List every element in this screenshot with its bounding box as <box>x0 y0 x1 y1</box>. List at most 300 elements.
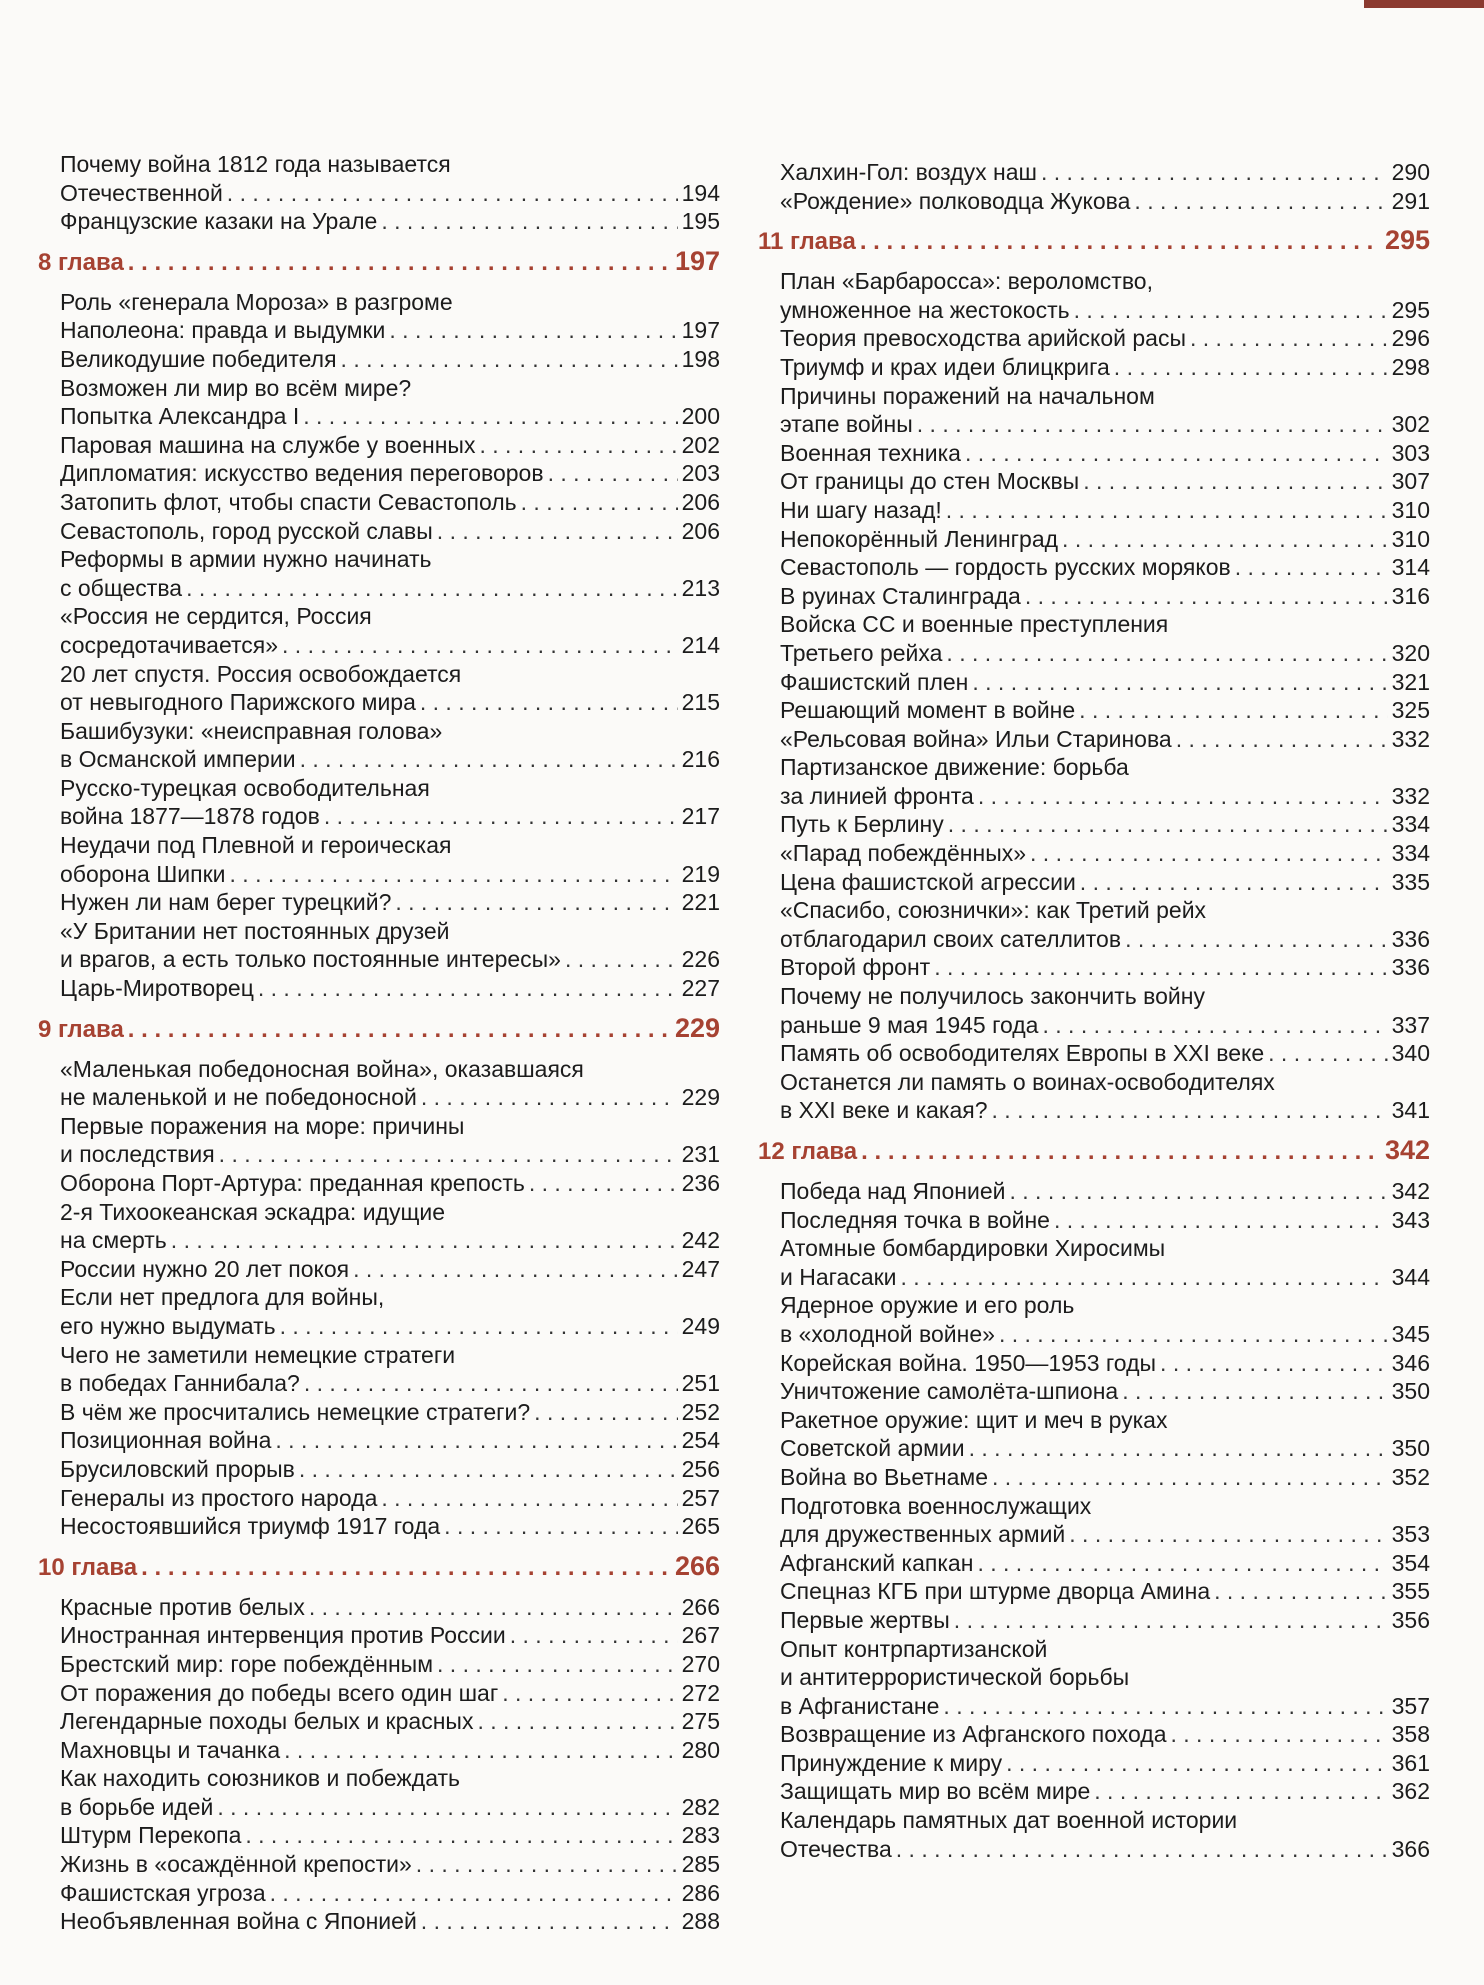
toc-entry-line <box>780 296 1430 325</box>
toc-entry <box>780 1720 1430 1749</box>
entry-title-text: Нужен ли нам берег турецкий? <box>60 889 392 916</box>
entry-title-text: Генералы из простого народа <box>60 1484 378 1511</box>
toc-entry-line <box>780 1663 1430 1692</box>
toc-entry <box>780 896 1430 953</box>
dot-leader <box>258 974 678 1003</box>
toc-entry-line <box>780 1011 1430 1040</box>
entry-page-number: 217 <box>681 803 720 830</box>
entry-title-text: Красные против белых <box>60 1593 305 1620</box>
toc-entry-line <box>60 1226 720 1255</box>
dot-leader <box>901 1263 1388 1292</box>
dot-leader <box>284 1736 677 1765</box>
entry-page-number: 356 <box>1391 1606 1430 1633</box>
entry-title-text: Почему не получилось закончить войну <box>780 983 1205 1010</box>
toc-entry-line <box>780 668 1430 697</box>
toc-entry-line <box>60 1736 720 1765</box>
entry-title-text: План «Барбаросса»: вероломство, <box>780 268 1153 295</box>
entry-title-text: От поражения до победы всего один шаг <box>60 1679 499 1706</box>
toc-entry-line <box>780 1806 1430 1835</box>
dot-leader <box>280 1312 678 1341</box>
entry-title-text: Подготовка военнослужащих <box>780 1492 1092 1519</box>
chapter-label: 10 глава <box>38 1553 138 1581</box>
entry-page-number: 307 <box>1391 468 1430 495</box>
entry-page-number: 353 <box>1391 1521 1430 1548</box>
entry-page-number: 332 <box>1391 782 1430 809</box>
toc-entry-line <box>60 179 720 208</box>
toc-entry-line <box>60 831 720 860</box>
toc-entry-line <box>780 439 1430 468</box>
entry-page-number: 366 <box>1391 1835 1430 1862</box>
dot-leader <box>1009 1177 1387 1206</box>
toc-entry <box>780 382 1430 439</box>
entry-page-number: 332 <box>1391 725 1430 752</box>
toc-entry <box>780 1377 1430 1406</box>
entry-page-number: 296 <box>1391 325 1430 352</box>
toc-entry <box>60 1512 720 1541</box>
dot-leader <box>992 1463 1388 1492</box>
toc-entry <box>60 374 720 431</box>
dot-leader <box>217 1793 677 1822</box>
entry-title-text: и последствия <box>60 1141 215 1168</box>
entry-page-number: 213 <box>681 574 720 601</box>
dot-leader <box>1025 582 1388 611</box>
toc-entry-line <box>60 1621 720 1650</box>
toc-entry-line <box>60 1140 720 1169</box>
dot-leader <box>943 1692 1387 1721</box>
dot-leader <box>421 1083 678 1112</box>
dot-leader <box>1134 187 1387 216</box>
entry-page-number: 202 <box>681 431 720 458</box>
dot-leader <box>275 1426 677 1455</box>
entry-page-number: 334 <box>1391 811 1430 838</box>
entry-title-text: Башибузуки: «неисправная голова» <box>60 717 443 744</box>
entry-title-text: Военная техника <box>780 439 961 466</box>
toc-entry-line <box>780 896 1430 925</box>
toc-entry <box>60 545 720 602</box>
entry-title-text: От границы до стен Москвы <box>780 468 1080 495</box>
chapter-heading <box>758 1135 1430 1167</box>
toc-column-right <box>758 0 1430 1863</box>
entry-page-number: 194 <box>681 179 720 206</box>
toc-entry-line <box>780 467 1430 496</box>
entry-title-text: «У Британии нет постоянных друзей <box>60 917 450 944</box>
toc-entry <box>780 1177 1430 1206</box>
entry-title-text: Принуждение к миру <box>780 1749 1003 1776</box>
toc-entry <box>780 696 1430 725</box>
entry-page-number: 291 <box>1391 187 1430 214</box>
entry-title-text: Победа над Японией <box>780 1178 1006 1204</box>
toc-entry <box>60 831 720 888</box>
dot-leader <box>534 1398 677 1427</box>
entry-title-text: Путь к Берлину <box>780 811 944 838</box>
toc-entry-line <box>780 1406 1430 1435</box>
toc-entry-line <box>780 610 1430 639</box>
toc-entry <box>780 1463 1430 1492</box>
toc-entry <box>60 660 720 717</box>
entry-page-number: 302 <box>1391 411 1430 438</box>
dot-leader <box>1268 1039 1387 1068</box>
dot-leader <box>479 431 677 460</box>
entry-title-text: для дружественных армий <box>780 1521 1066 1548</box>
toc-entry-line <box>780 410 1430 439</box>
entry-title-text: Первые поражения на море: причины <box>60 1112 465 1139</box>
entry-title-text: Жизнь в «осаждённой крепости» <box>60 1851 412 1878</box>
toc-entry-line <box>780 1377 1430 1406</box>
dot-leader <box>437 1650 678 1679</box>
entry-title-text: от невыгодного Парижского мира <box>60 689 416 716</box>
entry-title-text: Причины поражений на начальном <box>780 382 1155 409</box>
dot-leader <box>934 953 1387 982</box>
entry-page-number: 343 <box>1391 1206 1430 1233</box>
toc-entry <box>60 1821 720 1850</box>
entry-title-text: В руинах Сталинграда <box>780 582 1021 609</box>
entry-page-number: 203 <box>681 460 720 487</box>
entry-title-text: сосредотачивается» <box>60 631 279 658</box>
toc-entry-line <box>60 1821 720 1850</box>
toc-entry-line <box>60 150 720 179</box>
chapter-page-number: 229 <box>674 1012 720 1043</box>
entry-title-text: Атомные бомбардировки Хиросимы <box>780 1235 1166 1262</box>
toc-entry-line <box>780 953 1430 982</box>
dot-leader <box>521 488 678 517</box>
entry-title-text: «Парад побеждённых» <box>780 840 1027 867</box>
toc-entry-line <box>780 187 1430 216</box>
entry-title-text: Роль «генерала Мороза» в разгроме <box>60 288 453 315</box>
entry-title-text: Брестский мир: горе побеждённым <box>60 1650 434 1677</box>
toc-entry <box>780 1549 1430 1578</box>
entry-page-number: 283 <box>681 1822 720 1849</box>
toc-entry <box>60 1484 720 1513</box>
toc-entry-line <box>60 574 720 603</box>
toc-entry-line <box>60 1455 720 1484</box>
dot-leader <box>954 1606 1388 1635</box>
toc-entry <box>60 888 720 917</box>
toc-entry-line <box>780 1606 1430 1635</box>
toc-entry-line <box>60 488 720 517</box>
toc-entry <box>60 1621 720 1650</box>
dot-leader <box>565 945 678 974</box>
toc-entry <box>780 525 1430 554</box>
entry-page-number: 336 <box>1391 954 1430 981</box>
entry-title-text: в борьбе идей <box>60 1793 214 1820</box>
dot-leader <box>1214 1577 1388 1606</box>
dot-leader <box>299 1455 678 1484</box>
entry-page-number: 282 <box>681 1793 720 1820</box>
entry-page-number: 231 <box>681 1141 720 1168</box>
dot-leader <box>270 1879 678 1908</box>
toc-entry-line <box>780 1749 1430 1778</box>
toc-entry <box>780 158 1430 187</box>
entry-title-text: Война во Вьетнаме <box>780 1463 988 1490</box>
dot-leader <box>861 1137 1381 1167</box>
entry-title-text: Фашистская угроза <box>60 1879 266 1906</box>
toc-entry-line <box>60 945 720 974</box>
dot-leader <box>389 316 677 345</box>
entry-title-text: и антитеррористической борьбы <box>780 1664 1130 1691</box>
toc-entry-line <box>780 1177 1430 1206</box>
entry-title-text: Память об освободителях Европы в XXI веке <box>780 1040 1265 1067</box>
toc-entry <box>780 267 1430 324</box>
entry-title-text: Необъявленная война с Японией <box>60 1908 417 1935</box>
toc-entry-line <box>60 1907 720 1936</box>
toc-entry-line <box>60 517 720 546</box>
toc-entry <box>60 1879 720 1908</box>
entry-page-number: 252 <box>681 1398 720 1425</box>
dot-leader <box>999 1320 1388 1349</box>
entry-title-text: Если нет предлога для войны, <box>60 1284 385 1311</box>
toc-entry <box>60 1679 720 1708</box>
toc-entry-line <box>780 1291 1430 1320</box>
toc-entry-line <box>780 696 1430 725</box>
entry-page-number: 206 <box>681 488 720 515</box>
entry-title-text: Спецназ КГБ при штурме дворца Амина <box>780 1578 1211 1605</box>
toc-entry-line <box>60 402 720 431</box>
entry-title-text: Легендарные походы белых и красных <box>60 1708 474 1735</box>
toc-entry <box>780 725 1430 754</box>
toc-entry-line <box>60 660 720 689</box>
entry-title-text: Французские казаки на Урале <box>60 208 378 235</box>
toc-entry <box>60 1850 720 1879</box>
entry-title-text: Паровая машина на службе у военных <box>60 431 476 458</box>
toc-entry <box>780 1234 1430 1291</box>
dot-leader <box>141 1553 671 1583</box>
entry-page-number: 265 <box>681 1513 720 1540</box>
entry-title-text: Великодушие победителя <box>60 345 337 372</box>
toc-entry <box>60 602 720 659</box>
dot-leader <box>219 1140 678 1169</box>
toc-entry <box>780 982 1430 1039</box>
entry-title-text: Корейская война. 1950—1953 годы <box>780 1349 1157 1376</box>
entry-title-text: Махновцы и тачанка <box>60 1736 281 1763</box>
entry-page-number: 357 <box>1391 1692 1430 1719</box>
toc-entry <box>60 288 720 345</box>
entry-title-text: Как находить союзников и побеждать <box>60 1765 460 1792</box>
chapter-page-number: 266 <box>674 1550 720 1581</box>
dot-leader <box>477 1707 677 1736</box>
toc-entry <box>60 1907 720 1936</box>
entry-page-number: 314 <box>1391 554 1430 581</box>
entry-page-number: 285 <box>681 1851 720 1878</box>
entry-title-text: Уничтожение самолёта-шпиона <box>780 1378 1119 1405</box>
toc-entry <box>780 1749 1430 1778</box>
entry-title-text: в XXI веке и какая? <box>780 1097 988 1124</box>
toc-entry-line <box>60 1793 720 1822</box>
toc-entry-line <box>780 353 1430 382</box>
dot-leader <box>444 1512 677 1541</box>
toc-entry-line <box>60 1083 720 1112</box>
entry-title-text: Календарь памятных дат военной истории <box>780 1807 1238 1834</box>
dot-leader <box>948 810 1388 839</box>
toc-entry-line <box>60 1512 720 1541</box>
toc-entry-line <box>60 316 720 345</box>
toc-entry-line <box>780 553 1430 582</box>
dot-leader <box>1062 525 1388 554</box>
dot-leader <box>1190 324 1388 353</box>
entry-title-text: в «холодной войне» <box>780 1320 995 1347</box>
chapter-heading <box>38 1013 720 1045</box>
toc-entry-line <box>60 1198 720 1227</box>
entry-page-number: 321 <box>1391 668 1430 695</box>
toc-entry-line <box>780 267 1430 296</box>
toc-entry <box>780 1406 1430 1463</box>
entry-page-number: 226 <box>681 946 720 973</box>
chapter-heading <box>38 246 720 278</box>
entry-title-text: Ядерное оружие и его роль <box>780 1292 1075 1319</box>
toc-entry <box>780 668 1430 697</box>
toc-entry-line <box>780 496 1430 525</box>
entry-page-number: 195 <box>681 208 720 235</box>
entry-page-number: 219 <box>681 860 720 887</box>
toc-entry <box>780 187 1430 216</box>
entry-page-number: 310 <box>1391 496 1430 523</box>
entry-title-text: 2-я Тихоокеанская эскадра: идущие <box>60 1198 446 1225</box>
entry-page-number: 266 <box>681 1593 720 1620</box>
dot-leader <box>1125 925 1388 954</box>
entry-title-text: и врагов, а есть только постоянные интересы» <box>60 946 561 973</box>
dot-leader <box>860 227 1381 257</box>
toc-entry-line <box>780 1692 1430 1721</box>
toc-entry <box>780 1492 1430 1549</box>
entry-page-number: 280 <box>681 1736 720 1763</box>
dot-leader <box>510 1621 678 1650</box>
dot-leader <box>171 1226 678 1255</box>
entry-title-text: Защищать мир во всём мире <box>780 1778 1091 1805</box>
entry-page-number: 215 <box>681 689 720 716</box>
dot-leader <box>230 860 678 889</box>
entry-title-text: Возможен ли мир во всём мире? <box>60 374 412 401</box>
toc-entry <box>780 839 1430 868</box>
entry-title-text: Партизанское движение: борьба <box>780 754 1129 781</box>
toc-entry-line <box>780 1720 1430 1749</box>
entry-page-number: 346 <box>1391 1349 1430 1376</box>
entry-title-text: Отечественной <box>60 179 223 206</box>
entry-title-text: Несостоявшийся триумф 1917 года <box>60 1513 441 1540</box>
toc-entry <box>780 553 1430 582</box>
toc-entry <box>60 974 720 1003</box>
entry-title-text: Царь-Миротворец <box>60 975 254 1002</box>
toc-entry-line <box>780 1520 1430 1549</box>
toc-entry <box>60 1455 720 1484</box>
toc-entry-line <box>780 1096 1430 1125</box>
toc-entry-line <box>780 810 1430 839</box>
dot-leader <box>946 496 1388 525</box>
entry-page-number: 341 <box>1391 1097 1430 1124</box>
entry-page-number: 229 <box>681 1084 720 1111</box>
dot-leader <box>965 439 1388 468</box>
entry-title-text: Русско-турецкая освободительная <box>60 774 430 801</box>
entry-title-text: Брусиловский прорыв <box>60 1455 295 1482</box>
toc-entry-line <box>60 1707 720 1736</box>
toc-entry <box>780 496 1430 525</box>
entry-title-text: Иностранная интервенция против России <box>60 1622 506 1649</box>
toc-entry-line <box>780 158 1430 187</box>
entry-title-text: «Россия не сердится, Россия <box>60 603 372 630</box>
toc-entry <box>60 1398 720 1427</box>
chapter-page-number: 342 <box>1384 1135 1430 1165</box>
toc-entry <box>60 1593 720 1622</box>
entry-page-number: 352 <box>1391 1463 1430 1490</box>
toc-entry <box>60 1426 720 1455</box>
toc-entry-line <box>60 1593 720 1622</box>
dot-leader <box>1041 158 1388 187</box>
entry-page-number: 247 <box>681 1255 720 1282</box>
toc-entry-line <box>780 1492 1430 1521</box>
dot-leader <box>992 1096 1388 1125</box>
dot-leader <box>972 668 1387 697</box>
toc-entry <box>780 753 1430 810</box>
dot-leader <box>1074 296 1388 325</box>
dot-leader <box>1054 1206 1388 1235</box>
entry-title-text: Неудачи под Плевной и героическая <box>60 832 452 859</box>
dot-leader <box>917 410 1388 439</box>
entry-title-text: Попытка Александра I <box>60 403 300 430</box>
entry-page-number: 334 <box>1391 840 1430 867</box>
dot-leader <box>341 345 678 374</box>
dot-leader <box>1083 467 1387 496</box>
entry-page-number: 350 <box>1391 1378 1430 1405</box>
toc-entry <box>780 1577 1430 1606</box>
entry-page-number: 340 <box>1391 1040 1430 1067</box>
toc-entry <box>60 207 720 236</box>
toc-entry-line <box>780 1835 1430 1864</box>
dot-leader <box>1006 1749 1388 1778</box>
dot-leader <box>381 1484 677 1513</box>
dot-leader <box>548 459 678 488</box>
toc-entry <box>780 1291 1430 1348</box>
dot-leader <box>1042 1011 1387 1040</box>
entry-page-number: 354 <box>1391 1549 1430 1576</box>
entry-title-text: Отечества <box>780 1835 892 1862</box>
toc-entry-line <box>60 1341 720 1370</box>
toc-entry-line <box>780 725 1430 754</box>
toc-entry <box>780 1777 1430 1806</box>
entry-title-text: Фашистский плен <box>780 668 969 695</box>
entry-title-text: война 1877—1878 годов <box>60 803 320 830</box>
entry-page-number: 251 <box>681 1370 720 1397</box>
chapter-label: 11 глава <box>758 228 856 256</box>
toc-entry-line <box>60 431 720 460</box>
entry-title-text: Цена фашистской агрессии <box>780 868 1076 895</box>
entry-title-text: его нужно выдумать <box>60 1312 276 1339</box>
entry-title-text: Затопить флот, чтобы спасти Севастополь <box>60 488 517 515</box>
dot-leader <box>1080 868 1388 897</box>
toc-entry-line <box>60 774 720 803</box>
toc-entry <box>780 610 1430 667</box>
entry-page-number: 249 <box>681 1312 720 1339</box>
toc-entry-line <box>780 639 1430 668</box>
toc-entry-line <box>780 1039 1430 1068</box>
entry-title-text: умноженное на жестокость <box>780 296 1070 323</box>
toc-entry-line <box>60 459 720 488</box>
toc-entry-line <box>780 1349 1430 1378</box>
dot-leader <box>1122 1377 1387 1406</box>
toc-entry <box>60 517 720 546</box>
dot-leader <box>1176 725 1388 754</box>
dot-leader <box>395 888 677 917</box>
dot-leader <box>1094 1777 1387 1806</box>
toc-entry <box>780 868 1430 897</box>
entry-title-text: на смерть <box>60 1227 167 1254</box>
toc-entry <box>60 1341 720 1398</box>
dot-leader <box>1069 1520 1387 1549</box>
dot-leader <box>1235 553 1388 582</box>
dot-leader <box>1160 1349 1388 1378</box>
chapter-heading <box>758 225 1430 257</box>
entry-title-text: Дипломатия: искусство ведения переговоров <box>60 460 544 487</box>
entry-page-number: 236 <box>681 1170 720 1196</box>
toc-entry <box>780 582 1430 611</box>
toc-entry-line <box>780 839 1430 868</box>
